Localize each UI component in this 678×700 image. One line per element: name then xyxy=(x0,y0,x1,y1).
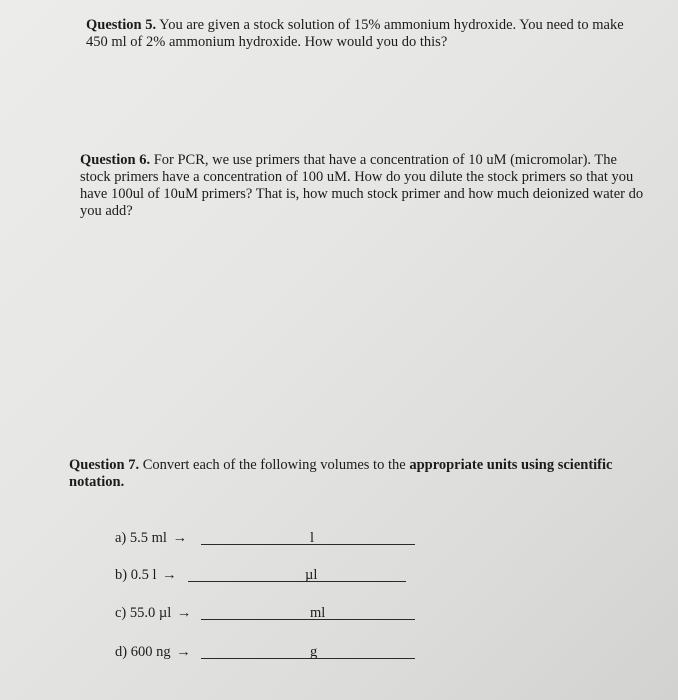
conversion-a xyxy=(115,529,355,551)
arrow-right-icon: → xyxy=(176,644,191,660)
conversion-unit: l xyxy=(310,530,315,546)
question-7 xyxy=(69,457,639,491)
conversion-label xyxy=(115,566,177,584)
conversion-value: c) 55.0 µl xyxy=(115,605,172,621)
conversion-value: a) 5.5 ml xyxy=(115,530,167,546)
conversion-label xyxy=(115,529,187,547)
answer-blank[interactable] xyxy=(201,658,415,659)
arrow-right-icon: → xyxy=(162,567,177,583)
conversion-unit: ml xyxy=(310,605,326,621)
question-5-text: You are given a stock solution of 15% ammonium hydroxide. You need to make 450 ml of 2% ammonium hydroxide. How would you do this? xyxy=(86,17,624,50)
question-7-label: Question 7. xyxy=(69,457,140,473)
question-7-bold-text: appropriate units using scientific notation. xyxy=(69,457,613,490)
conversion-unit: µl xyxy=(305,567,318,583)
question-6-text: For PCR, we use primers that have a concentration of 10 uM (micromolar). The stock primers have a concentration of 100 uM. How do you dilute the stock primers so that you have 100ul of 10uM primers? That is, how much stock primer and how much deionized water do you add? xyxy=(80,152,644,219)
question-5 xyxy=(86,17,646,51)
answer-blank[interactable] xyxy=(201,544,415,545)
conversion-value: d) 600 ng xyxy=(115,644,171,660)
conversion-label xyxy=(115,604,191,622)
conversion-d xyxy=(115,643,355,665)
conversion-b xyxy=(115,566,355,588)
question-5-label: Question 5. xyxy=(86,17,157,33)
answer-blank[interactable] xyxy=(188,581,406,582)
question-6 xyxy=(80,152,650,220)
conversion-c xyxy=(115,604,355,626)
question-7-text: Convert each of the following volumes to the xyxy=(139,457,410,473)
answer-blank[interactable] xyxy=(201,619,415,620)
conversion-label xyxy=(115,643,191,661)
question-6-label: Question 6. xyxy=(80,152,151,168)
arrow-right-icon: → xyxy=(172,530,188,546)
conversion-unit: g xyxy=(310,644,318,660)
arrow-right-icon: → xyxy=(176,605,192,621)
conversion-value: b) 0.5 l xyxy=(115,567,157,583)
